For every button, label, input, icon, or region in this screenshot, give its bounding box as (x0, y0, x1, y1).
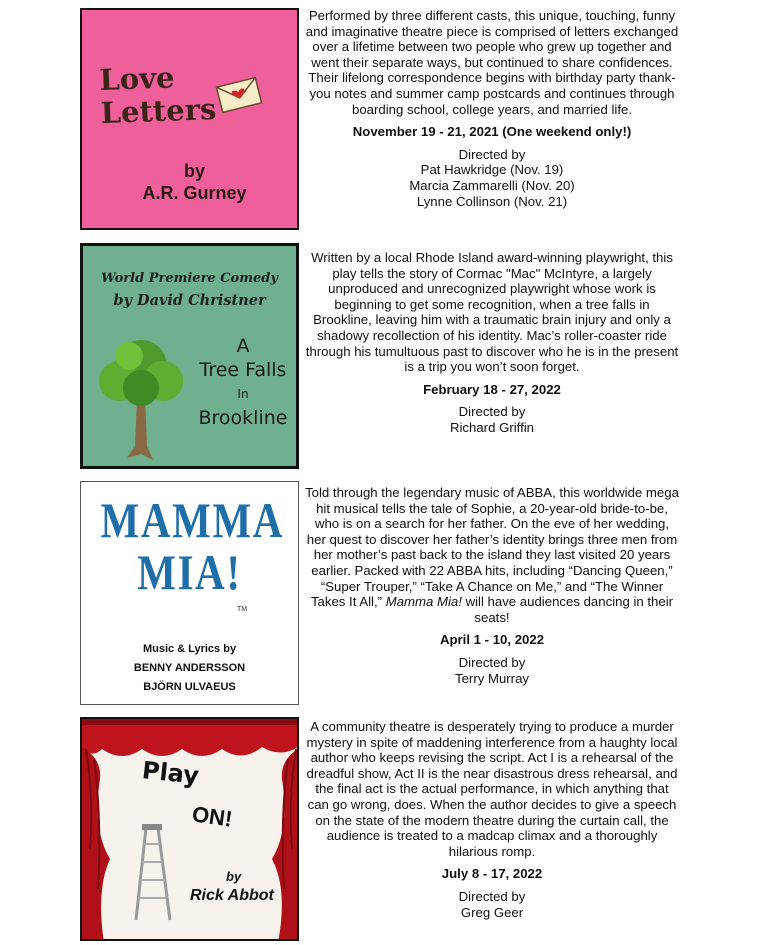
show-description-tree-falls (304, 250, 680, 436)
show-dates: April 1 - 10, 2022 (439, 632, 545, 648)
poster-byline: by A.R. Gurney (142, 161, 247, 203)
poster-title: A Tree Falls In Brookline (198, 335, 288, 429)
directed-by-label: Directed by (458, 888, 526, 904)
poster-title-on: ON! (190, 801, 234, 832)
director: Pat Hawkridge (Nov. 19) (420, 162, 564, 178)
poster-love-letters (80, 8, 299, 230)
director: Greg Geer (460, 904, 524, 920)
tree-icon (91, 326, 191, 466)
show-dates: February 18 - 27, 2022 (423, 381, 561, 397)
curtain-icon (82, 719, 299, 941)
director: Marcia Zammarelli (Nov. 20) (409, 177, 575, 193)
show-description-love-letters (304, 8, 680, 209)
poster-credits: Music & Lyrics by BENNY ANDERSSON BJÖRN ULVAEUS (133, 643, 246, 693)
show-description-play-on (304, 719, 680, 920)
director: Richard Griffin (449, 419, 535, 435)
poster-author: Rick Abbot (190, 887, 274, 904)
ladder-icon (132, 824, 182, 924)
poster-title: Play (140, 756, 201, 790)
poster-mamma-mia (80, 481, 299, 705)
description-text: A community theatre is desperately trying to produce a murder mystery in spite of maddening interference from a haughty local author who keeps revising the script. Act I is a rehearsal of the dreadful show, Act II is the near disastrous dress rehearsal, and the final act is the actual performance, in which anything that can go wrong, does. When the author decides to give a speech on the state of the modern theatre during the curtain call, the audience is treated to a madcap climax and a thoroughly hilarious romp. (306, 719, 678, 859)
poster-tagline: World Premiere Comedy by David Christner (101, 271, 278, 309)
poster-play-on (80, 717, 299, 941)
show-dates: July 8 - 17, 2022 (441, 866, 543, 882)
poster-by: by (226, 869, 242, 884)
show-description-mamma-mia (304, 485, 680, 686)
director: Terry Murray (455, 670, 529, 686)
description-text: Told through the legendary music of ABBA, this worldwide mega hit musical tells the tale of Sophie, a 20-year-old bride-to-be, who is on a search for her father. On the eve of her wedding, her quest to discover her father’s identity brings three men from her mother’s past back to the island they last visited 20 years earlier. Packed with 22 ABBA hits, including “Dancing Queen,” “Super Trouper,” “Take A Chance on Me,” and “The Winner Takes It All,” Mamma Mia! will have audiences dancing in their seats! (305, 485, 679, 625)
envelope-heart-icon (215, 76, 263, 114)
poster-tree-falls (80, 243, 299, 469)
directed-by-label: Directed by (458, 404, 526, 420)
description-text: Written by a local Rhode Island award-winning playwright, this play tells the story of Cormac "Mac" McIntyre, a largely unproduced and unrecognized playwright whose work is beginning to get some recognition, when a tree falls in Brookline, leaving him with a traumatic brain injury and only a shadowy recollection of his identity. Mac’s roller-coaster ride through his tumultuous past to discover who he is in the present is a trip you won’t soon forget. (305, 250, 679, 375)
show-dates: November 19 - 21, 2021 (One weekend only!) (352, 124, 632, 140)
poster-title: Love Letters (98, 60, 217, 130)
description-text: Performed by three different casts, this unique, touching, funny and imaginative theatre piece is comprised of letters exchanged over a lifetime between two people who grew up together and went their separate ways, but continued to share confidences. Their lifelong correspondence begins with birthday party thank-you notes and summer camp postcards and continues through boarding school, college years, and married life. (305, 8, 679, 117)
trademark: TM (237, 606, 248, 613)
directed-by-label: Directed by (458, 146, 526, 162)
director: Lynne Collinson (Nov. 21) (416, 193, 568, 209)
poster-title: MAMMA MIA! (100, 492, 285, 600)
directed-by-label: Directed by (458, 654, 526, 670)
